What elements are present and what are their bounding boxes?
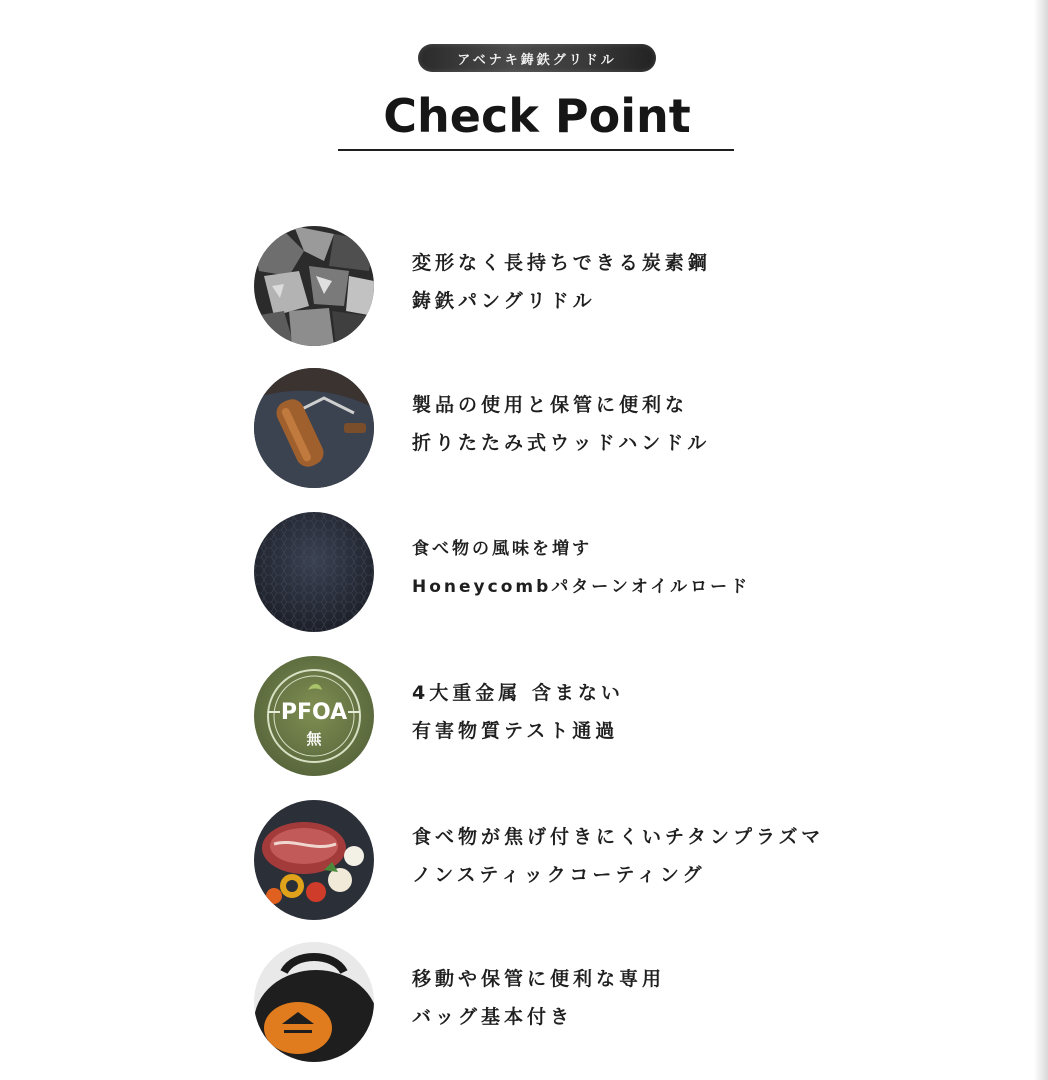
feature-line-1: 変形なく長持ちできる炭素鋼 (412, 252, 711, 274)
feature-line-1: 製品の使用と保管に便利な (412, 394, 689, 416)
feature-line-2: 有害物質テスト通過 (412, 720, 619, 742)
feature-line-1: 食べ物の風味を増す (412, 539, 592, 559)
feature-line-2: Honeycombパターンオイルロード (412, 577, 751, 597)
feature-line-2: ノンスティックコーティング (412, 864, 706, 886)
feature-line-1: 移動や保管に便利な専用 (412, 968, 666, 990)
seal-sub-label: 無 (306, 730, 322, 748)
title-underline (338, 149, 734, 151)
feature-line-1: 4大重金属 含まない (412, 682, 624, 704)
feature-item-nonstick (254, 800, 874, 922)
feature-item-wood-handle (254, 368, 874, 490)
pfoa-free-seal-icon (254, 656, 374, 776)
honeycomb-surface-icon (254, 512, 374, 632)
carry-bag-icon (254, 942, 374, 1062)
feature-item-pfoa-free (254, 656, 874, 778)
feature-line-2: 鋳鉄パングリドル (412, 290, 596, 312)
feature-line-2: 折りたたみ式ウッドハンドル (412, 432, 711, 454)
feature-item-honeycomb (254, 512, 874, 634)
wood-handle-icon (254, 368, 374, 488)
seal-label: PFOA (280, 700, 348, 725)
feature-item-carry-bag (254, 942, 874, 1064)
product-name-badge: アベナキ鋳鉄グリドル (418, 44, 656, 72)
feature-item-carbon-steel (254, 226, 874, 348)
carbon-steel-rock-icon (254, 226, 374, 346)
page-edge-shadow (1034, 0, 1048, 1080)
feature-line-2: バッグ基本付き (412, 1006, 574, 1028)
feature-line-1: 食べ物が焦げ付きにくいチタンプラズマ (412, 826, 825, 848)
grilled-meat-icon (254, 800, 374, 920)
page-title: Check Point (383, 89, 691, 143)
